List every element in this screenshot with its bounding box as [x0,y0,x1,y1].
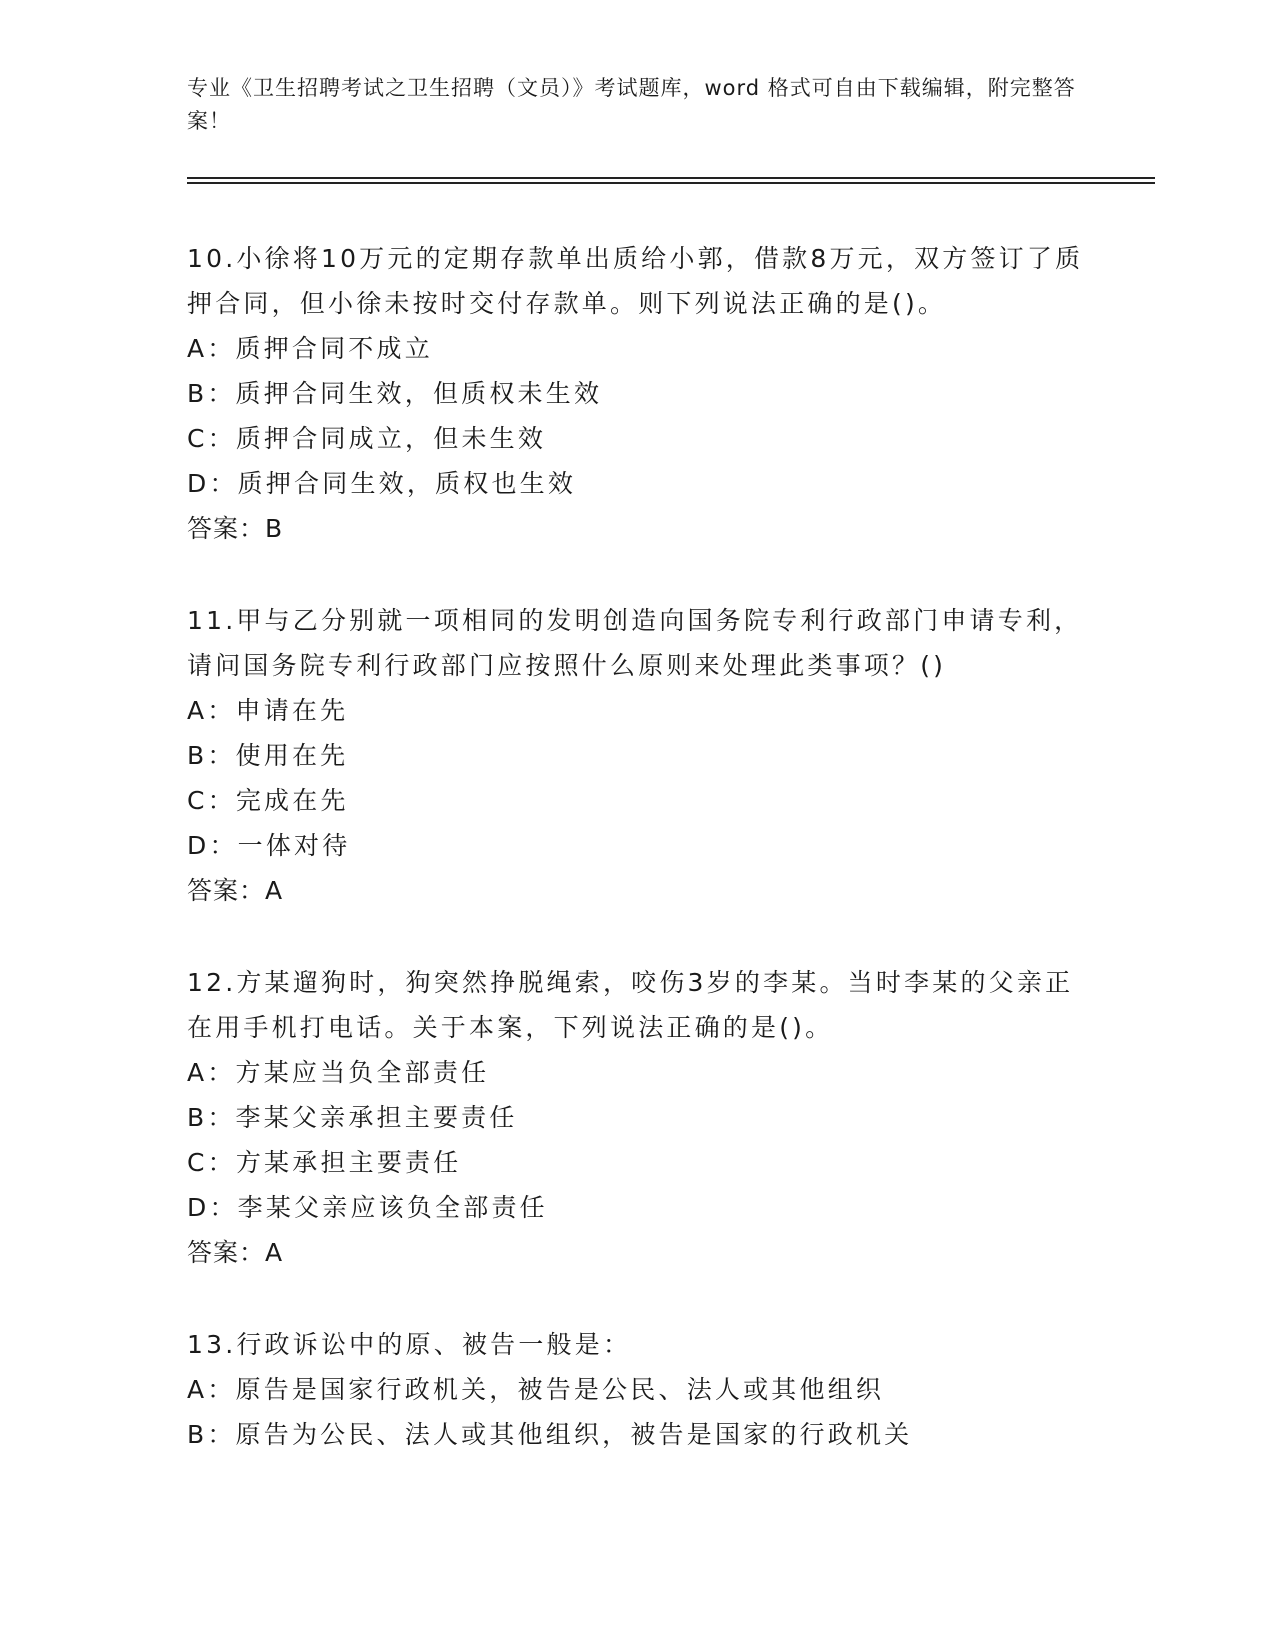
option-b: B：质押合同生效，但质权未生效 [187,379,603,408]
option-c: C：完成在先 [187,786,349,815]
question-spacer [187,1275,1087,1322]
question-stem: 10.小徐将10万元的定期存款单出质给小郭，借款8万元，双方签订了质押合同，但小徐未按时交付存款单。则下列说法正确的是()。 [187,244,1084,318]
option-a: A：申请在先 [187,696,349,725]
question-13 [187,1322,1087,1457]
question-12 [187,960,1087,1275]
option-d: D：李某父亲应该负全部责任 [187,1193,548,1222]
question-11 [187,598,1087,913]
option-c: C：方某承担主要责任 [187,1148,462,1177]
document-header: 专业《卫生招聘考试之卫生招聘（文员）》考试题库，word 格式可自由下载编辑，附完整答案！ [187,76,1076,133]
question-list [187,236,1087,1457]
option-d: D：质押合同生效，质权也生效 [187,469,577,498]
option-a: A：原告是国家行政机关，被告是公民、法人或其他组织 [187,1375,885,1404]
header-divider-top [187,177,1155,179]
option-b: B：原告为公民、法人或其他组织，被告是国家的行政机关 [187,1420,913,1449]
option-b: B：李某父亲承担主要责任 [187,1103,518,1132]
answer: 答案：B [187,514,284,543]
option-b: B：使用在先 [187,741,349,770]
question-spacer [187,551,1087,598]
question-10 [187,236,1087,551]
question-stem: 11.甲与乙分别就一项相同的发明创造向国务院专利行政部门申请专利，请问国务院专利行政部门应按照什么原则来处理此类事项？() [187,606,1083,680]
question-stem: 13.行政诉讼中的原、被告一般是： [187,1330,632,1359]
answer: 答案：A [187,876,284,905]
header-divider-bottom [187,182,1155,184]
option-a: A：质押合同不成立 [187,334,433,363]
question-stem: 12.方某遛狗时，狗突然挣脱绳索，咬伤3岁的李某。当时李某的父亲正在用手机打电话。关于本案，下列说法正确的是()。 [187,968,1074,1042]
question-spacer [187,913,1087,960]
option-d: D：一体对待 [187,831,351,860]
option-a: A：方某应当负全部责任 [187,1058,490,1087]
option-c: C：质押合同成立，但未生效 [187,424,547,453]
answer: 答案：A [187,1238,284,1267]
